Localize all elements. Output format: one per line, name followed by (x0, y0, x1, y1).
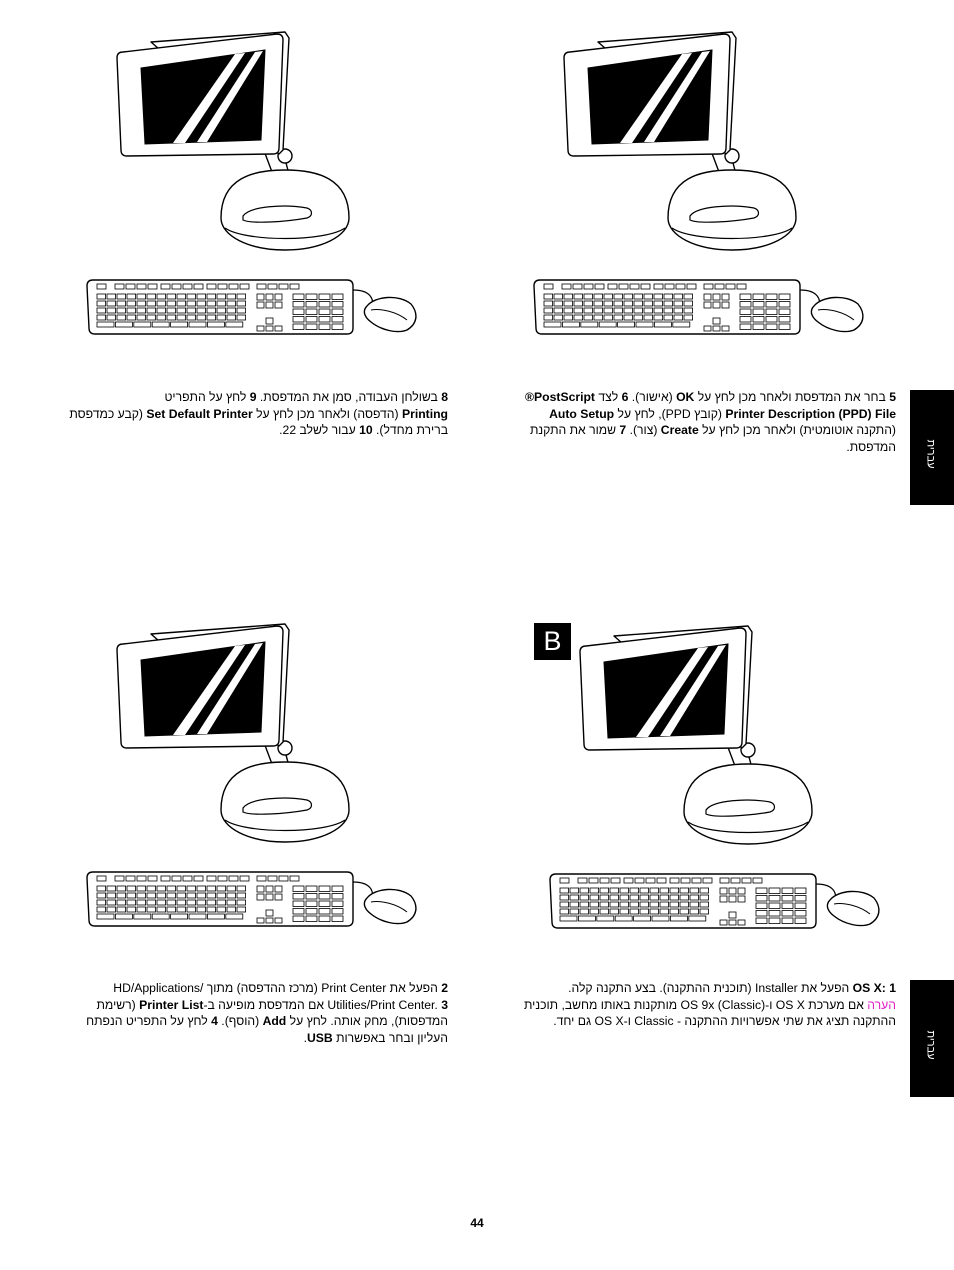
language-tab-label: עברית (924, 438, 937, 469)
text-line: הערה אם מערכת OS X ו-OS 9x (Classic) מותקנות באותו מחשב, תוכנית (523, 997, 896, 1012)
text-line: המדפסת. (846, 439, 896, 454)
illustration-top-left (85, 28, 420, 340)
illustration-bottom-left (85, 620, 420, 932)
text-line: (התקנה אוטומטית) ולאחר מכן לחץ על Create (צור). 7 שמור את התקנת (529, 423, 896, 438)
illustration-top-right (532, 28, 867, 340)
computer-illustration (548, 622, 883, 934)
illustration-bottom-right (548, 622, 883, 934)
text-line: Utilities/Print Center. 3 אם המדפסת מופיעה ב-Printer List (רשימת (96, 997, 448, 1012)
instructions-steps-8-10 (60, 389, 448, 439)
text-line: 5 בחר את המדפסת ולאחר מכן לחץ על OK (אישור). 6 לצד PostScript® (525, 390, 896, 404)
computer-illustration (532, 28, 867, 340)
language-tab-bottom (910, 980, 954, 1097)
text-line: OS X: 1 הפעל את Installer (תוכנית ההתקנה). בצע התקנה קלה. (568, 981, 896, 995)
note-label: הערה (867, 997, 896, 1012)
computer-illustration (85, 28, 420, 340)
text-line: העליון ובחר באפשרות USB. (303, 1030, 448, 1045)
language-tab-top (910, 390, 954, 505)
text-line: ברירת מחדל). 10 עבור לשלב 22. (279, 423, 448, 438)
language-tab-label: עברית (924, 1029, 937, 1060)
instructions-steps-5-7 (500, 389, 896, 455)
text-line: Printer Description (PPD) File (קובץ PPD), לחץ על Auto Setup (549, 406, 896, 421)
text-line: המדפסות), מחק אותה. לחץ על Add (הוסף). 4 לחץ על התפריט הנפתח (86, 1014, 448, 1029)
text-line: ההתקנה תציג את שתי אפשרויות ההתקנה - Classic ו-OS X גם יחד. (553, 1014, 896, 1029)
text-line: 8 בשולחן העבודה, סמן את המדפסת. 9 לחץ על התפריט (164, 390, 448, 404)
text-line: Printing (הדפסה) ולאחר מכן לחץ על Set Default Printer (קבע כמדפסת (69, 406, 448, 421)
page-number: 44 (470, 1216, 484, 1230)
step-badge-b: B (534, 623, 571, 660)
instructions-steps-2-4 (60, 980, 448, 1046)
computer-illustration (85, 620, 420, 932)
instructions-step-1 (490, 980, 896, 1030)
text-line: 2 הפעל את Print Center (מרכז ההדפסה) מתוך /HD/Applications (113, 981, 448, 995)
